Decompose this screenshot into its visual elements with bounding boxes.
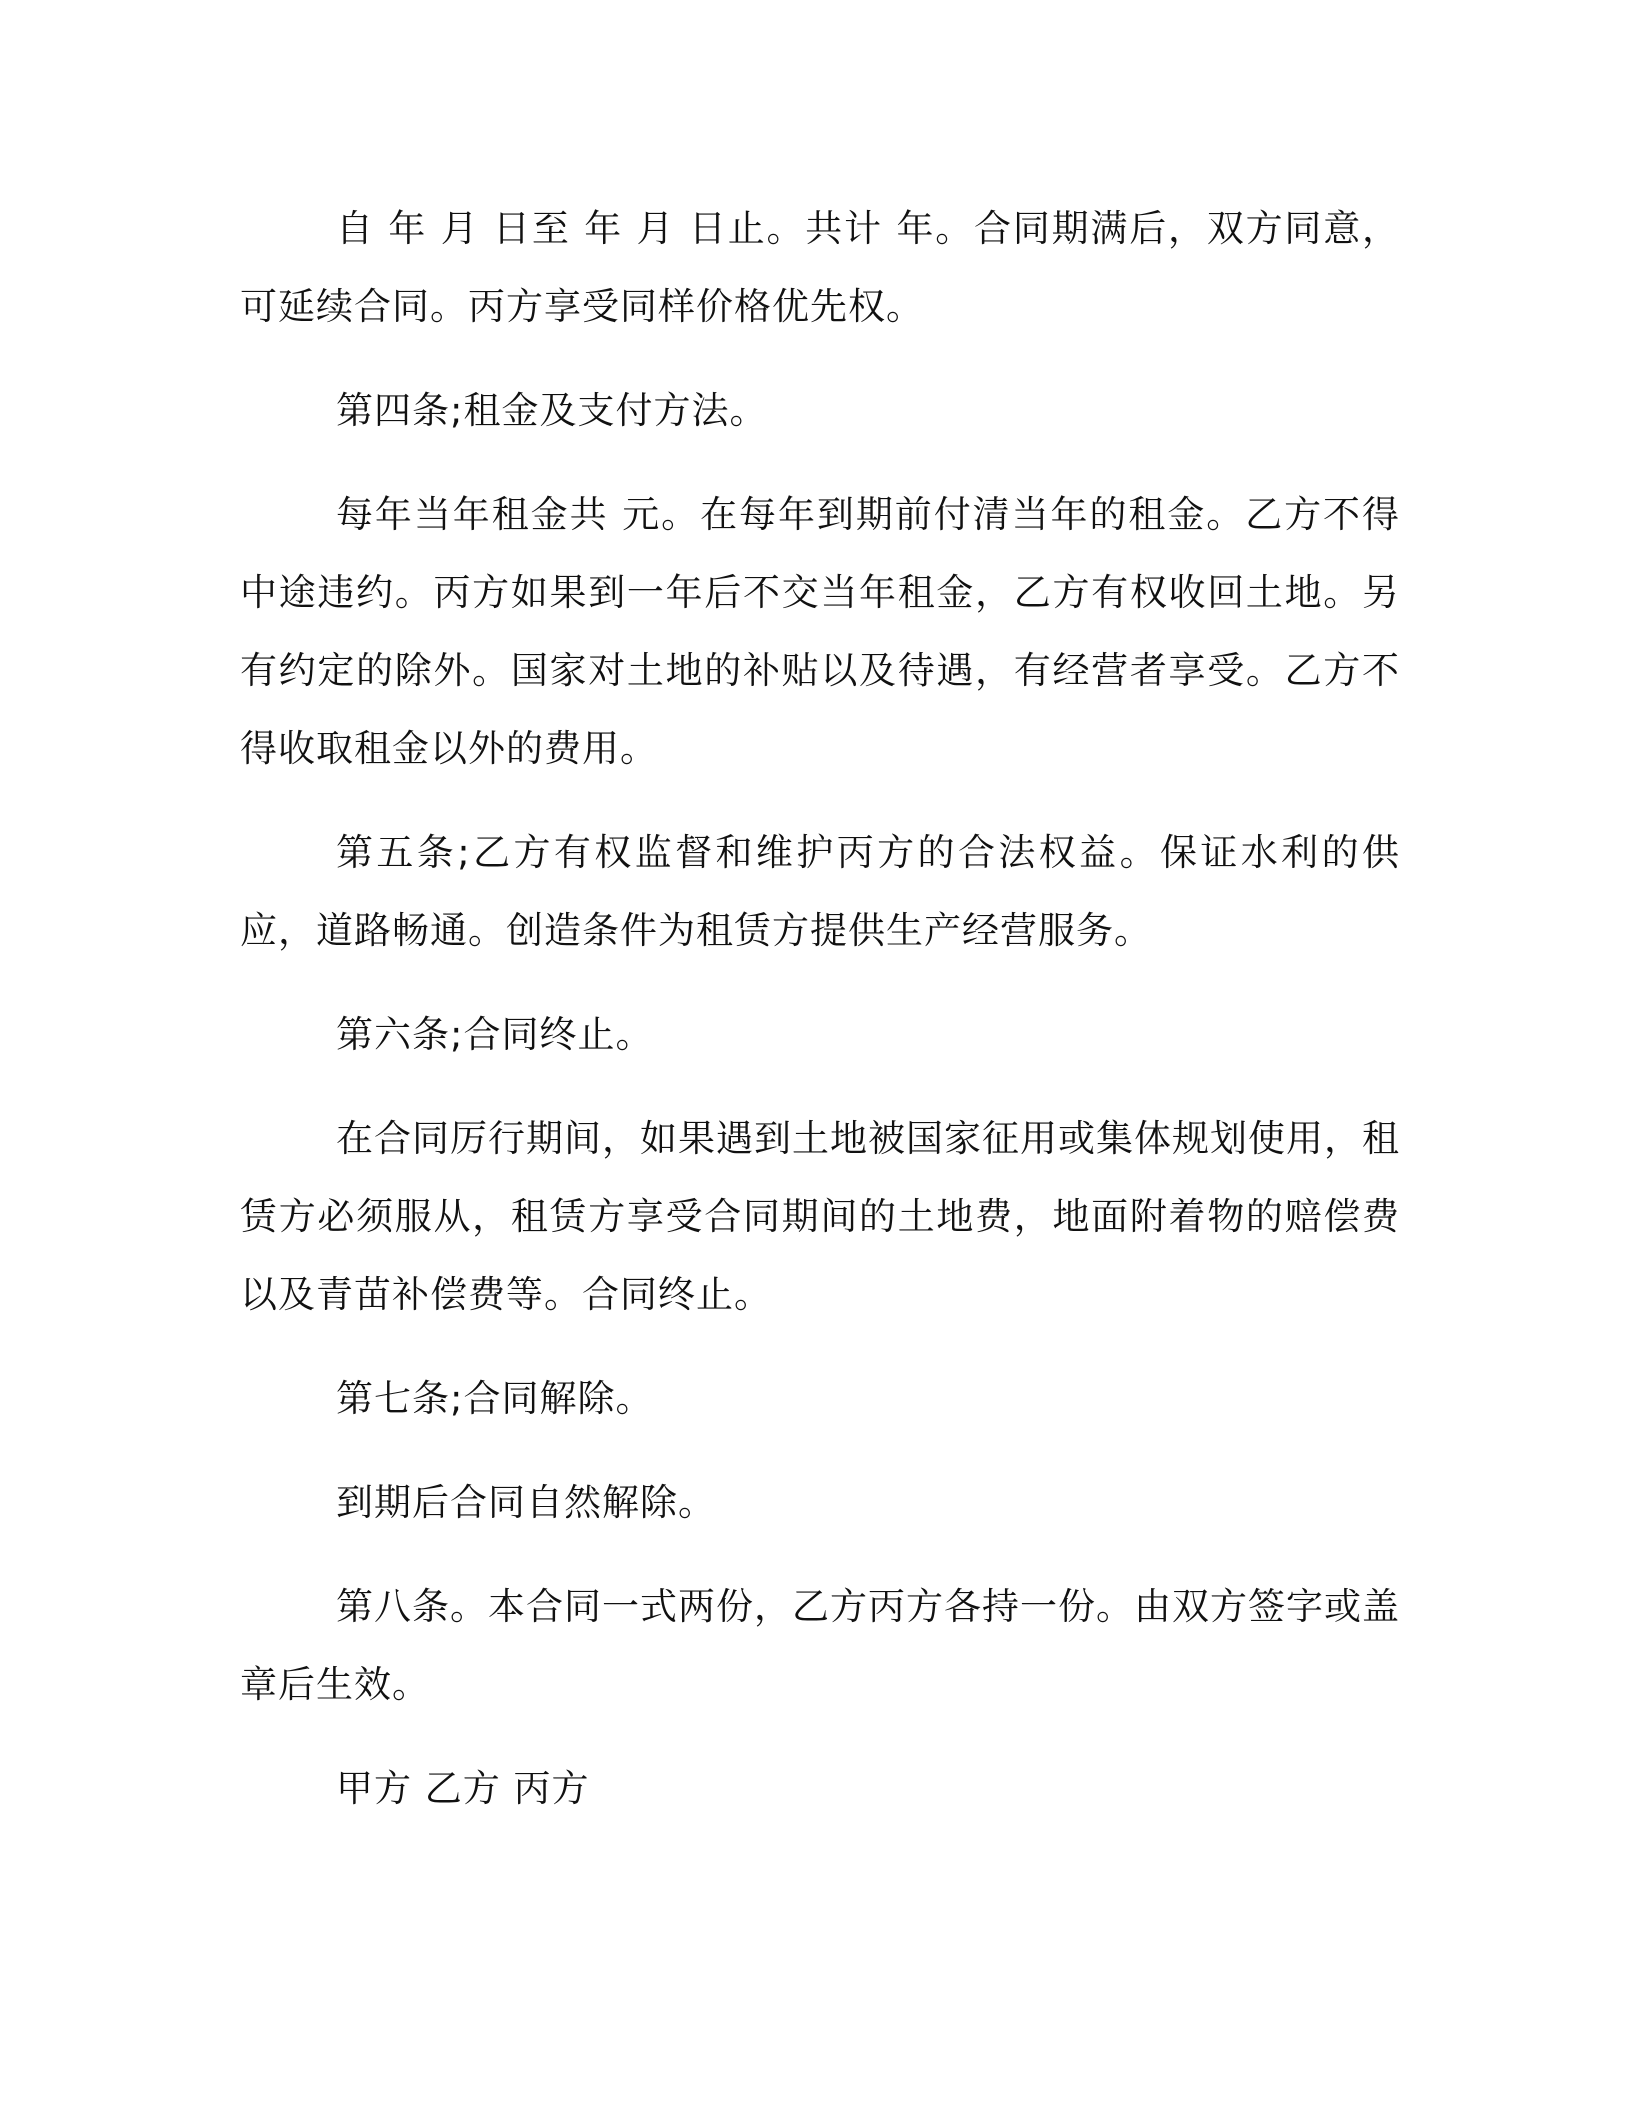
- paragraph-rent-payment: 每年当年租金共 元。在每年到期前付清当年的租金。乙方不得中途违约。丙方如果到一年后不交当年租金，乙方有权收回土地。另有约定的除外。国家对土地的补贴以及待遇，有经营者享受。乙方不得收取租金以外的费用。: [240, 493, 1400, 770]
- paragraph-termination: 在合同厉行期间，如果遇到土地被国家征用或集体规划使用，租赁方必须服从，租赁方享受合同期间的土地费，地面附着物的赔偿费以及青苗补偿费等。合同终止。: [240, 1117, 1400, 1316]
- paragraph-article-7-heading: 第七条;合同解除。: [336, 1377, 654, 1420]
- paragraph-article-6-heading: 第六条;合同终止。: [336, 1013, 654, 1056]
- paragraph-article-5: 第五条;乙方有权监督和维护丙方的合法权益。保证水利的供应，道路畅通。创造条件为租赁方提供生产经营服务。: [240, 831, 1400, 952]
- paragraph-term: 自 年 月 日至 年 月 日止。共计 年。合同期满后，双方同意，可延续合同。丙方享受同样价格优先权。: [240, 207, 1400, 328]
- signature-parties: 甲方 乙方 丙方: [336, 1767, 590, 1810]
- paragraph-article-8: 第八条。本合同一式两份，乙方丙方各持一份。由双方签字或盖章后生效。: [240, 1585, 1400, 1706]
- document-body: [240, 190, 1400, 1854]
- paragraph-dissolution: 到期后合同自然解除。: [336, 1481, 716, 1524]
- paragraph-article-4-heading: 第四条;租金及支付方法。: [336, 389, 768, 432]
